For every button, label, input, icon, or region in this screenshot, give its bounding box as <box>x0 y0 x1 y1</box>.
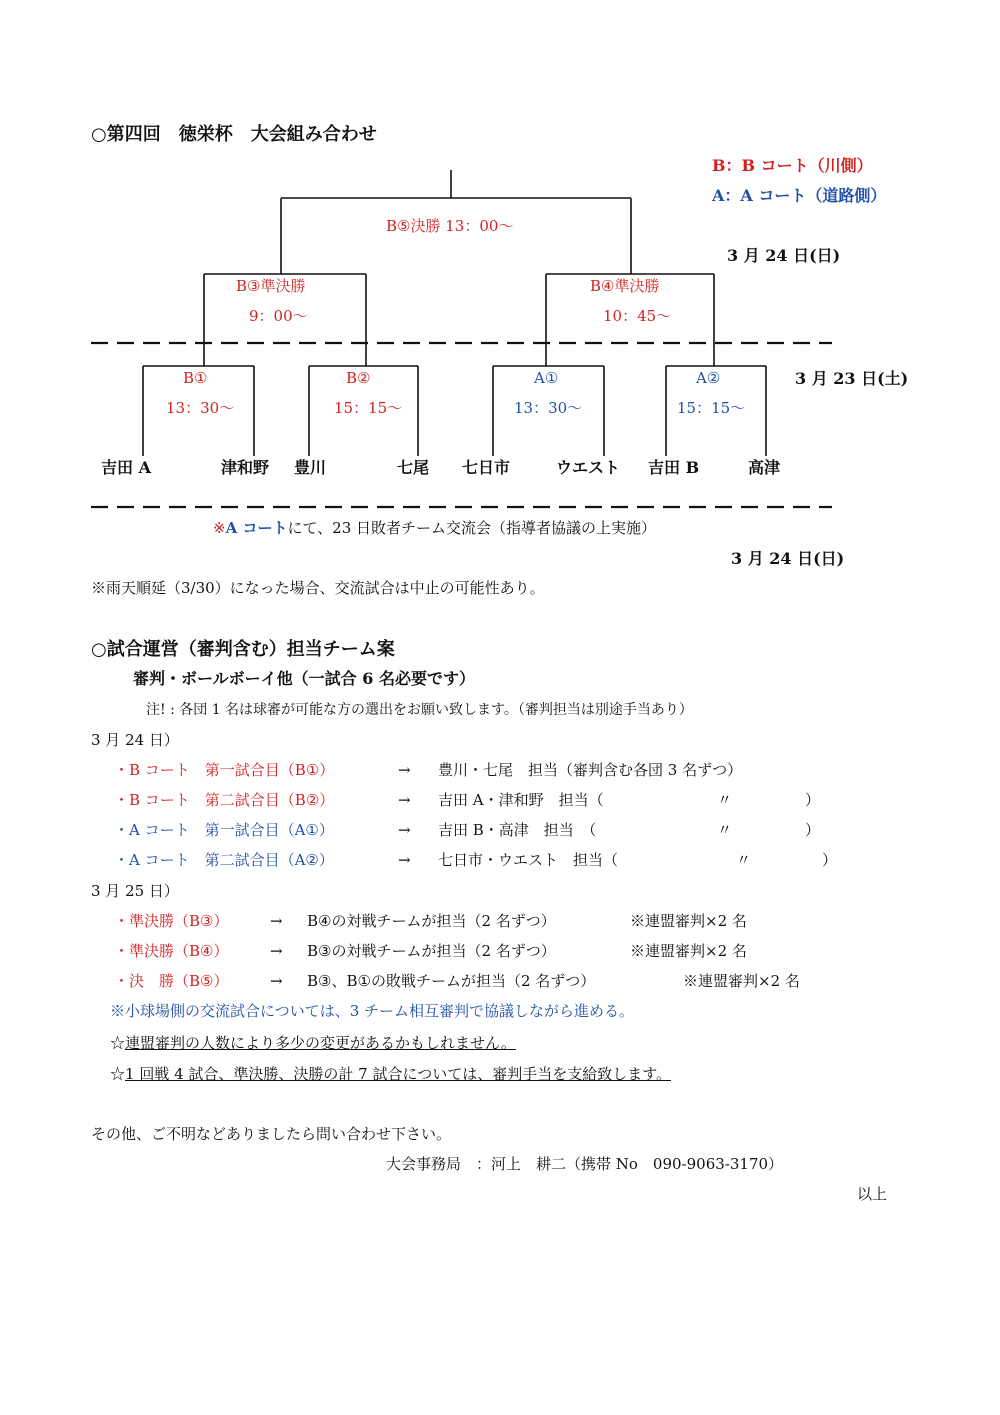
section-title: ○試合運営（審判含む）担当チーム案 <box>91 639 395 660</box>
team-name: 豊川 <box>294 458 327 477</box>
duty-row-teams: 七日市・ウエスト 担当（ <box>438 851 619 869</box>
r1-b2-label: B② <box>346 369 371 387</box>
star-note-text: 連盟審判の人数により多少の変更があるかもしれません。 <box>125 1034 516 1052</box>
date-day2-top: 3 月 24 日(日) <box>727 246 841 265</box>
team-name: 津和野 <box>221 458 270 477</box>
duty-row-label: ・A コート 第一試合目（A①） <box>114 821 334 839</box>
end-mark: 以上 <box>857 1185 888 1203</box>
duty-row-close: ） <box>805 821 821 839</box>
duty-row-label: ・B コート 第一試合目（B①） <box>114 761 335 779</box>
duty-row-teams: B③、B①の敗戦チームが担当（2 名ずつ） <box>307 972 596 990</box>
duty-row-label: ・準決勝（B④） <box>114 942 229 960</box>
duty-row-close: ） <box>805 791 821 809</box>
duty-row-arrow: → <box>398 851 411 869</box>
team-name: 吉田 A <box>101 458 151 477</box>
duty-row-arrow: → <box>398 821 411 839</box>
r1-a2-label: A② <box>696 369 721 387</box>
page-title: ○第四回 徳栄杯 大会組み合わせ <box>91 124 377 145</box>
r1-a2-time: 15：15～ <box>677 399 746 417</box>
day1-date: 3 月 24 日） <box>91 731 179 749</box>
team-name: 七日市 <box>462 458 511 477</box>
duty-row-arrow: → <box>270 942 283 960</box>
exchange-note <box>213 521 656 536</box>
r1-b2-time: 15：15～ <box>334 399 403 417</box>
r1-b1-time: 13：30～ <box>166 399 235 417</box>
final-label: B⑤決勝 13：00～ <box>386 217 514 235</box>
exchange-note-court: A コート <box>225 519 288 537</box>
r1-a1-label: A① <box>534 369 559 387</box>
duty-row-teams: B③の対戦チームが担当（2 名ずつ） <box>307 942 556 960</box>
duty-row-teams: 豊川・七尾 担当（審判含む各団 3 名ずつ） <box>438 761 743 779</box>
star-icon: ☆ <box>110 1034 126 1052</box>
ditto-mark: 〃 <box>717 791 733 809</box>
umpire-note: ※連盟審判×2 名 <box>683 972 800 990</box>
closing-text: その他、ご不明などありましたら問い合わせ下さい。 <box>91 1125 452 1143</box>
date-day2-bottom: 3 月 24 日(日) <box>731 549 845 568</box>
umpire-note: ※連盟審判×2 名 <box>630 942 747 960</box>
contact-info: 大会事務局 ：河上 耕二（携帯 No 090-9063-3170） <box>386 1155 784 1173</box>
duty-row-arrow: → <box>398 761 411 779</box>
legend-b-court: B：B コート（川側） <box>712 156 873 175</box>
semi-b3-label: B③準決勝 <box>236 277 306 295</box>
r1-a1-time: 13：30～ <box>514 399 583 417</box>
section-subtitle: 審判・ボールボーイ他（一試合 6 名必要です） <box>133 669 475 688</box>
star-icon: ☆ <box>110 1065 126 1083</box>
team-name: 吉田 B <box>648 458 700 477</box>
duty-row-arrow: → <box>270 912 283 930</box>
duty-row-label: ・B コート 第二試合目（B②） <box>114 791 335 809</box>
duty-row-arrow: → <box>398 791 411 809</box>
semi-b4-label: B④準決勝 <box>590 277 660 295</box>
day2-date: 3 月 25 日） <box>91 882 179 900</box>
legend-a-court: A：A コート（道路側） <box>712 186 887 205</box>
ditto-mark: 〃 <box>717 821 733 839</box>
exchange-note-text: にて、23 日敗者チーム交流会（指導者協議の上実施） <box>287 519 657 537</box>
semi-b4-time: 10：45～ <box>603 307 672 325</box>
duty-row-label: ・A コート 第二試合目（A②） <box>114 851 334 869</box>
duty-row-label: ・決 勝（B⑤） <box>114 972 229 990</box>
star-note <box>110 1067 671 1082</box>
star-note <box>110 1036 516 1051</box>
ditto-mark: 〃 <box>736 851 752 869</box>
duty-row-label: ・準決勝（B③） <box>114 912 229 930</box>
date-day1: 3 月 23 日(土) <box>795 369 909 388</box>
duty-row-teams: 吉田 B・高津 担当 （ <box>438 821 597 839</box>
duty-row-close: ） <box>822 851 838 869</box>
section-note: 注! : 各団 1 名は球審が可能な方の選出をお願い致します。（審判担当は別途手当あり） <box>146 702 693 718</box>
exchange-note-mark: ※ <box>213 519 226 537</box>
rain-note: ※雨天順延（3/30）になった場合、交流試合は中止の可能性あり。 <box>91 579 545 597</box>
r1-b1-label: B① <box>183 369 208 387</box>
team-name: ウエスト <box>556 458 621 477</box>
semi-b3-time: 9：00～ <box>249 307 308 325</box>
duty-row-arrow: → <box>270 972 283 990</box>
duty-row-teams: B④の対戦チームが担当（2 名ずつ） <box>307 912 556 930</box>
team-name: 高津 <box>748 458 781 477</box>
duty-row-teams: 吉田 A・津和野 担当（ <box>438 791 604 809</box>
blue-note: ※小球場側の交流試合については、3 チーム相互審判で協議しながら進める。 <box>110 1002 635 1020</box>
star-note-text: 1 回戦 4 試合、準決勝、決勝の計 7 試合については、審判手当を支給致します。 <box>125 1065 671 1083</box>
team-name: 七尾 <box>397 458 430 477</box>
umpire-note: ※連盟審判×2 名 <box>630 912 747 930</box>
